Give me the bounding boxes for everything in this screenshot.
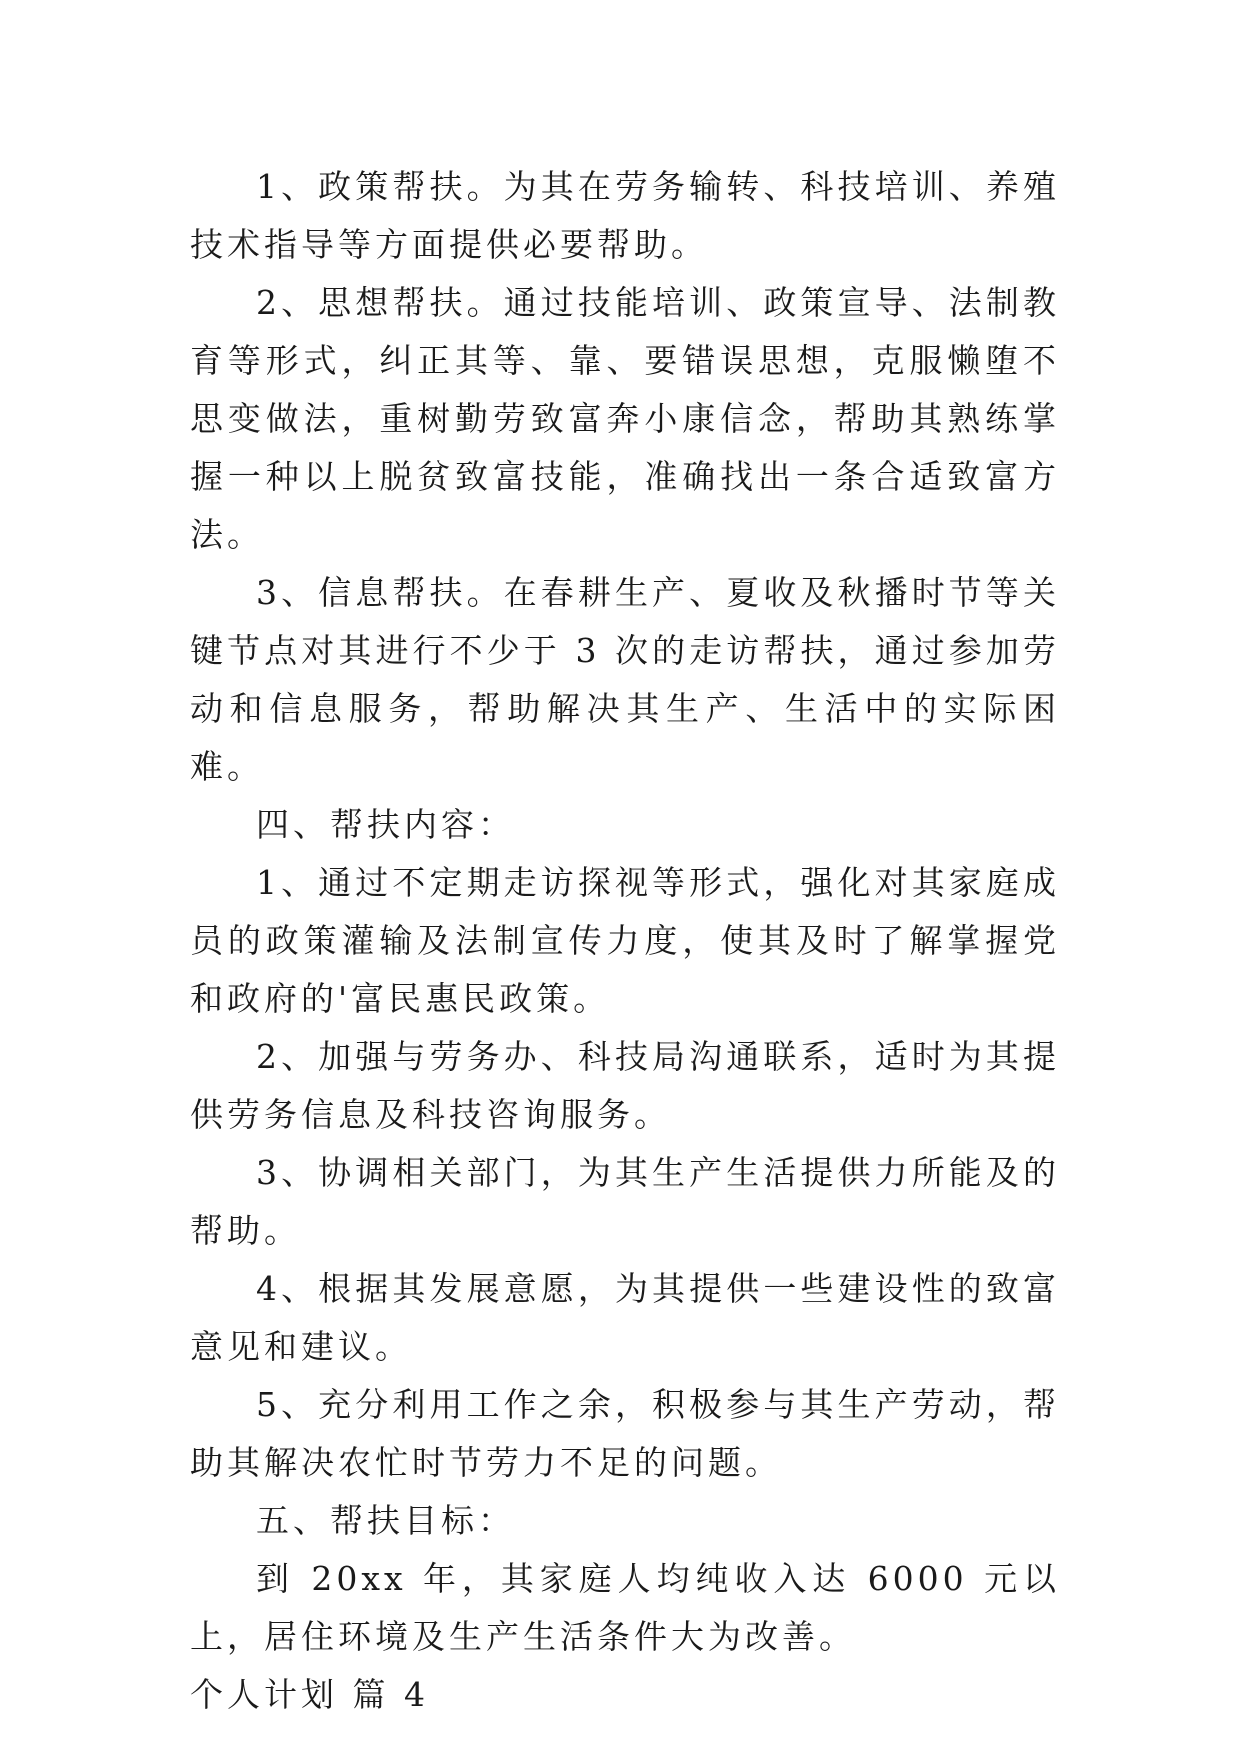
paragraph-ideological-support: 2、思想帮扶。通过技能培训、政策宣导、法制教育等形式，纠正其等、靠、要错误思想，克服懒堕不思变做法，重树勤劳致富奔小康信念，帮助其熟练掌握一种以上脱贫致富技能，准确找出一条合适致富方法。 [190, 283, 1060, 554]
document-body [190, 158, 1060, 1724]
heading-support-goal: 五、帮扶目标： [256, 1501, 515, 1540]
paragraph-content-item-2: 2、加强与劳务办、科技局沟通联系，适时为其提供劳务信息及科技咨询服务。 [190, 1037, 1060, 1134]
paragraph-information-support: 3、信息帮扶。在春耕生产、夏收及秋播时节等关键节点对其进行不少于 3 次的走访帮扶，通过参加劳动和信息服务，帮助解决其生产、生活中的实际困难。 [190, 573, 1060, 786]
heading-support-content: 四、帮扶内容： [256, 805, 515, 844]
paragraph-goal: 到 20xx 年，其家庭人均纯收入达 6000 元以上，居住环境及生产生活条件大为改善。 [190, 1559, 1060, 1656]
paragraph-content-item-5: 5、充分利用工作之余，积极参与其生产劳动，帮助其解决农忙时节劳力不足的问题。 [190, 1385, 1060, 1482]
paragraph-policy-support: 1、政策帮扶。为其在劳务输转、科技培训、养殖技术指导等方面提供必要帮助。 [190, 167, 1060, 264]
section-heading: 个人计划 篇 4 [190, 1675, 429, 1714]
paragraph-content-item-4: 4、根据其发展意愿，为其提供一些建设性的致富意见和建议。 [190, 1269, 1060, 1366]
paragraph-content-item-3: 3、协调相关部门，为其生产生活提供力所能及的帮助。 [190, 1153, 1060, 1250]
paragraph-content-item-1: 1、通过不定期走访探视等形式，强化对其家庭成员的政策灌输及法制宣传力度，使其及时了解掌握党和政府的'富民惠民政策。 [190, 863, 1060, 1018]
